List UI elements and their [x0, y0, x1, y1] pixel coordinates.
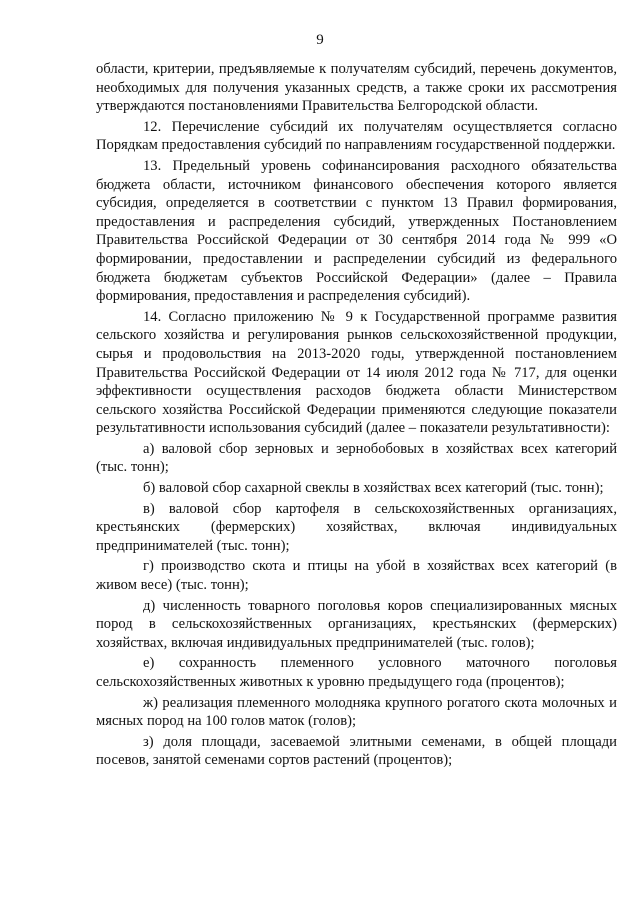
list-item-g: г) производство скота и птицы на убой в хозяйствах всех категорий (в живом весе) (тыс. тонн);	[96, 558, 617, 594]
paragraph-14: 14. Согласно приложению № 9 к Государственной программе развития сельского хозяйства и регулирования рынков сельскохозяйственной продукции, сырья и продовольствия на 2013-2020 годы, утвержденной постановлением Правительства Российской Федерации от 14 июля 2012 года № 717, для оценки эффективности осуществления расходов бюджета области Министерством сельского хозяйства Российской Федерации применяются следующие показатели результативности использования субсидий (далее – показатели результативности):	[96, 308, 617, 437]
list-item-zh: ж) реализация племенного молодняка крупного рогатого скота молочных и мясных пород на 100 голов маток (голов);	[96, 694, 617, 730]
document-body	[96, 60, 617, 772]
paragraph-12: 12. Перечисление субсидий их получателям осуществляется согласно Порядкам предоставления субсидий по направлениям государственной поддержки.	[96, 118, 617, 154]
paragraph-13: 13. Предельный уровень софинансирования расходного обязательства бюджета области, источником финансового обеспечения которого является субсидия, определяется в соответствии с пунктом 13 Правил формирования, предоставления и распределения субсидий, утвержденных Постановлением Правительства Российской Федерации от 30 сентября 2014 года № 999 «О формировании, предоставлении и распределении субсидий из федерального бюджета бюджетам субъектов Российской Федерации» (далее – Правила формирования, предоставления и распределения субсидий).	[96, 157, 617, 305]
paragraph-continuation: области, критерии, предъявляемые к получателям субсидий, перечень документов, необходимых для получения указанных средств, а также сроки их рассмотрения утверждаются постановлениями Правительства Белгородской области.	[96, 61, 617, 115]
list-item-b: б) валовой сбор сахарной свеклы в хозяйствах всех категорий (тыс. тонн);	[143, 480, 604, 497]
page-number: 9	[316, 32, 324, 48]
list-item-v: в) валовой сбор картофеля в сельскохозяйственных организациях, крестьянских (фермерских) хозяйствах, включая индивидуальных предпринимателей (тыс. тонн);	[96, 500, 617, 554]
list-item-e: е) сохранность племенного условного маточного поголовья сельскохозяйственных животных к уровню предыдущего года (процентов);	[96, 655, 617, 690]
list-item-a: а) валовой сбор зерновых и зернобобовых в хозяйствах всех категорий (тыс. тонн);	[96, 440, 617, 476]
list-item-d: д) численность товарного поголовья коров специализированных мясных пород в сельскохозяйственных организациях, крестьянских (фермерских) хозяйствах, включая индивидуальных предпринимателей (тыс. голов);	[96, 597, 617, 651]
list-item-z: з) доля площади, засеваемой элитными семенами, в общей площади посевов, занятой семенами сортов растений (процентов);	[96, 733, 617, 769]
